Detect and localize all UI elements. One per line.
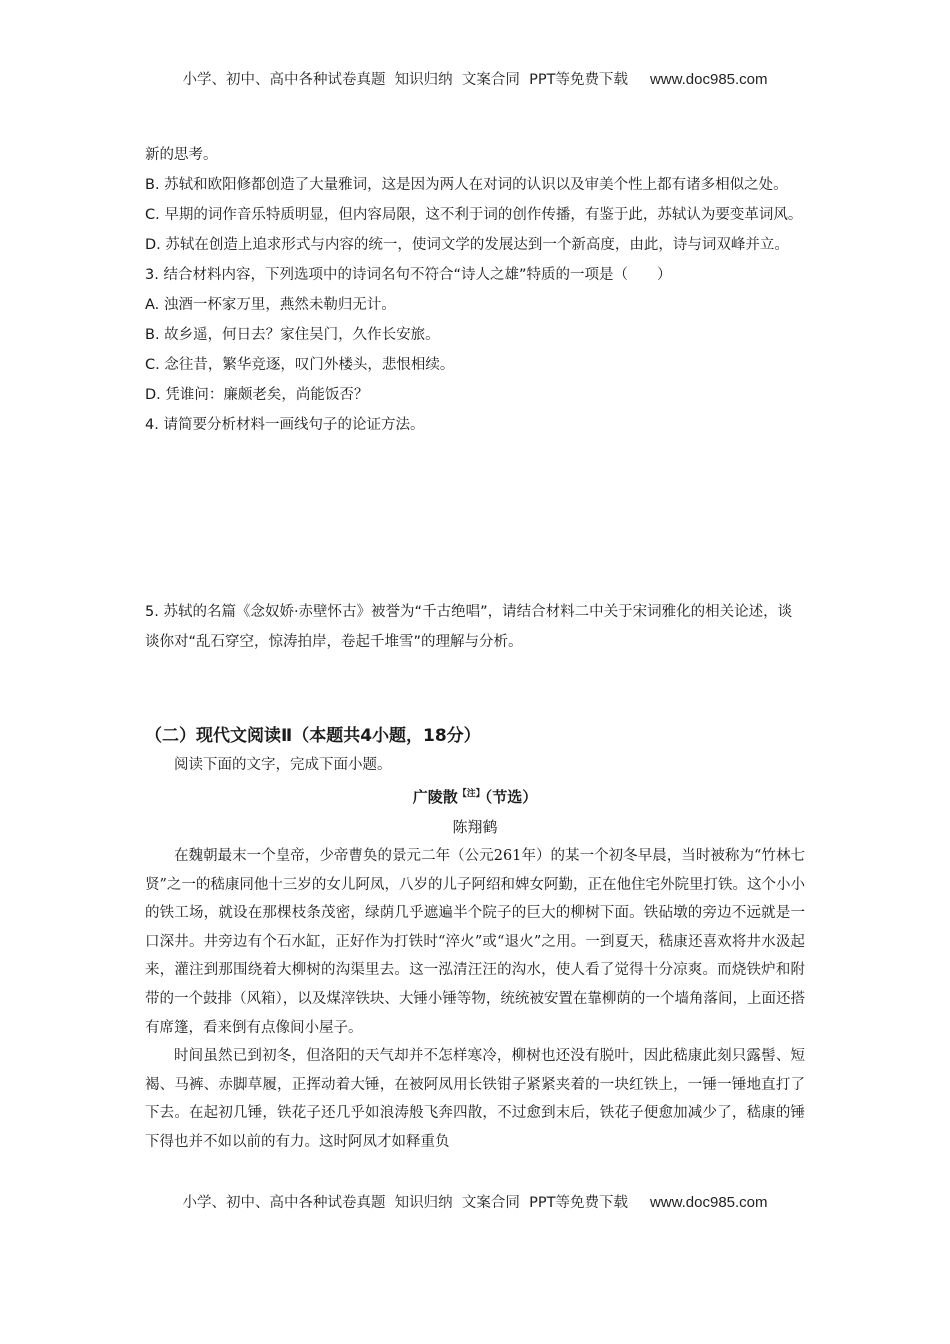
question-4: 4. 请简要分析材料一画线句子的论证方法。 — [145, 417, 425, 433]
title-suffix: （节选） — [484, 788, 538, 806]
title-note-marker: 【注】 — [457, 789, 485, 799]
passage-paragraph-2: 时间虽然已到初冬，但洛阳的天气却并不怎样寒冷，柳树也还没有脱叶，因此嵇康此刻只露髻、短褐、马裤、赤脚草履，正挥动着大锤，在被阿凤用长铁钳子紧紧夹着的一块红铁上，一锤一锤地直打了下去。在起初几锤，铁花子还几乎如浪涛般飞奔四散，不过愈到末后，铁花子便愈加减少了，嵇康的锤下得也并不如以前的有力。这时阿凤才如释重负 — [145, 1048, 805, 1150]
reading-section — [145, 721, 805, 1157]
instruction: 阅读下面的文字，完成下面小题。 — [174, 757, 392, 773]
q2-option-d: D. 苏轼在创造上追求形式与内容的统一，使词文学的发展达到一个新高度，由此，诗与词双峰并立。 — [145, 237, 789, 253]
q3-option-d: D. 凭谁问：廉颇老矣，尚能饭否？ — [145, 387, 369, 403]
question-5: 5. 苏轼的名篇《念奴娇·赤壁怀古》被誉为“千古绝唱”，请结合材料二中关于宋词雅化的相关论述，谈谈你对“乱石穿空，惊涛拍岸，卷起千堆雪”的理解与分析。 — [145, 604, 793, 650]
page-header — [0, 68, 950, 89]
passage-title — [145, 779, 805, 812]
question-3: 3. 结合材料内容，下列选项中的诗词名句不符合“诗人之雄”特质的一项是（ ） — [145, 267, 672, 283]
header-url[interactable]: www.doc985.com — [649, 71, 768, 88]
exam-questions-part1 — [145, 140, 805, 440]
question-5-block — [145, 597, 805, 657]
passage-author: 陈翔鹤 — [452, 818, 498, 836]
passage-paragraph-1: 在魏朝最末一个皇帝，少帝曹奂的景元二年（公元261年）的某一个初冬早晨，当时被称为“竹林七贤”之一的嵇康同他十三岁的女儿阿凤，八岁的儿子阿绍和婢女阿勤，正在他住宅外院里打铁。这个小小的铁工场，就设在那棵枝条茂密，绿荫几乎遮遍半个院子的巨大的柳树下面。铁砧墩的旁边不远就是一口深井。井旁边有个石水缸，正好作为打铁时“淬火”或“退火”之用。一到夏天，嵇康还喜欢将井水汲起来，灌注到那围绕着大柳树的沟渠里去。这一泓清汪汪的沟水，使人看了觉得十分凉爽。而烧铁炉和附带的一个鼓排（风箱），以及煤滓铁块、大锤小锤等物，统统被安置在靠柳荫的一个墙角落间，上面还搭有席篷，看来倒有点像间小屋子。 — [145, 848, 805, 1036]
q2-option-b: B. 苏轼和欧阳修都创造了大量雅词，这是因为两人在对词的认识以及审美个性上都有诸多相似之处。 — [145, 177, 788, 193]
footer-url[interactable]: www.doc985.com — [649, 1194, 768, 1211]
footer-text: 小学、初中、高中各种试卷真题 知识归纳 文案合同 PPT等免费下载 — [182, 1195, 628, 1211]
q3-option-c: C. 念往昔，繁华竞逐，叹门外楼头，悲恨相续。 — [145, 357, 455, 373]
q2-option-c: C. 早期的词作音乐特质明显，但内容局限，这不利于词的创作传播，有鉴于此，苏轼认为要变革词风。 — [145, 207, 803, 223]
title-text: 广陵散 — [412, 788, 458, 806]
q3-option-a: A. 浊酒一杯家万里，燕然未勒归无计。 — [145, 297, 396, 313]
header-text: 小学、初中、高中各种试卷真题 知识归纳 文案合同 PPT等免费下载 — [182, 72, 628, 88]
q3-option-b: B. 故乡遥，何日去？家住吴门，久作长安旅。 — [145, 327, 440, 343]
continuation-line: 新的思考。 — [145, 147, 218, 163]
section-title: （二）现代文阅读Ⅱ（本题共4小题，18分） — [145, 726, 481, 746]
page-footer — [0, 1191, 950, 1212]
